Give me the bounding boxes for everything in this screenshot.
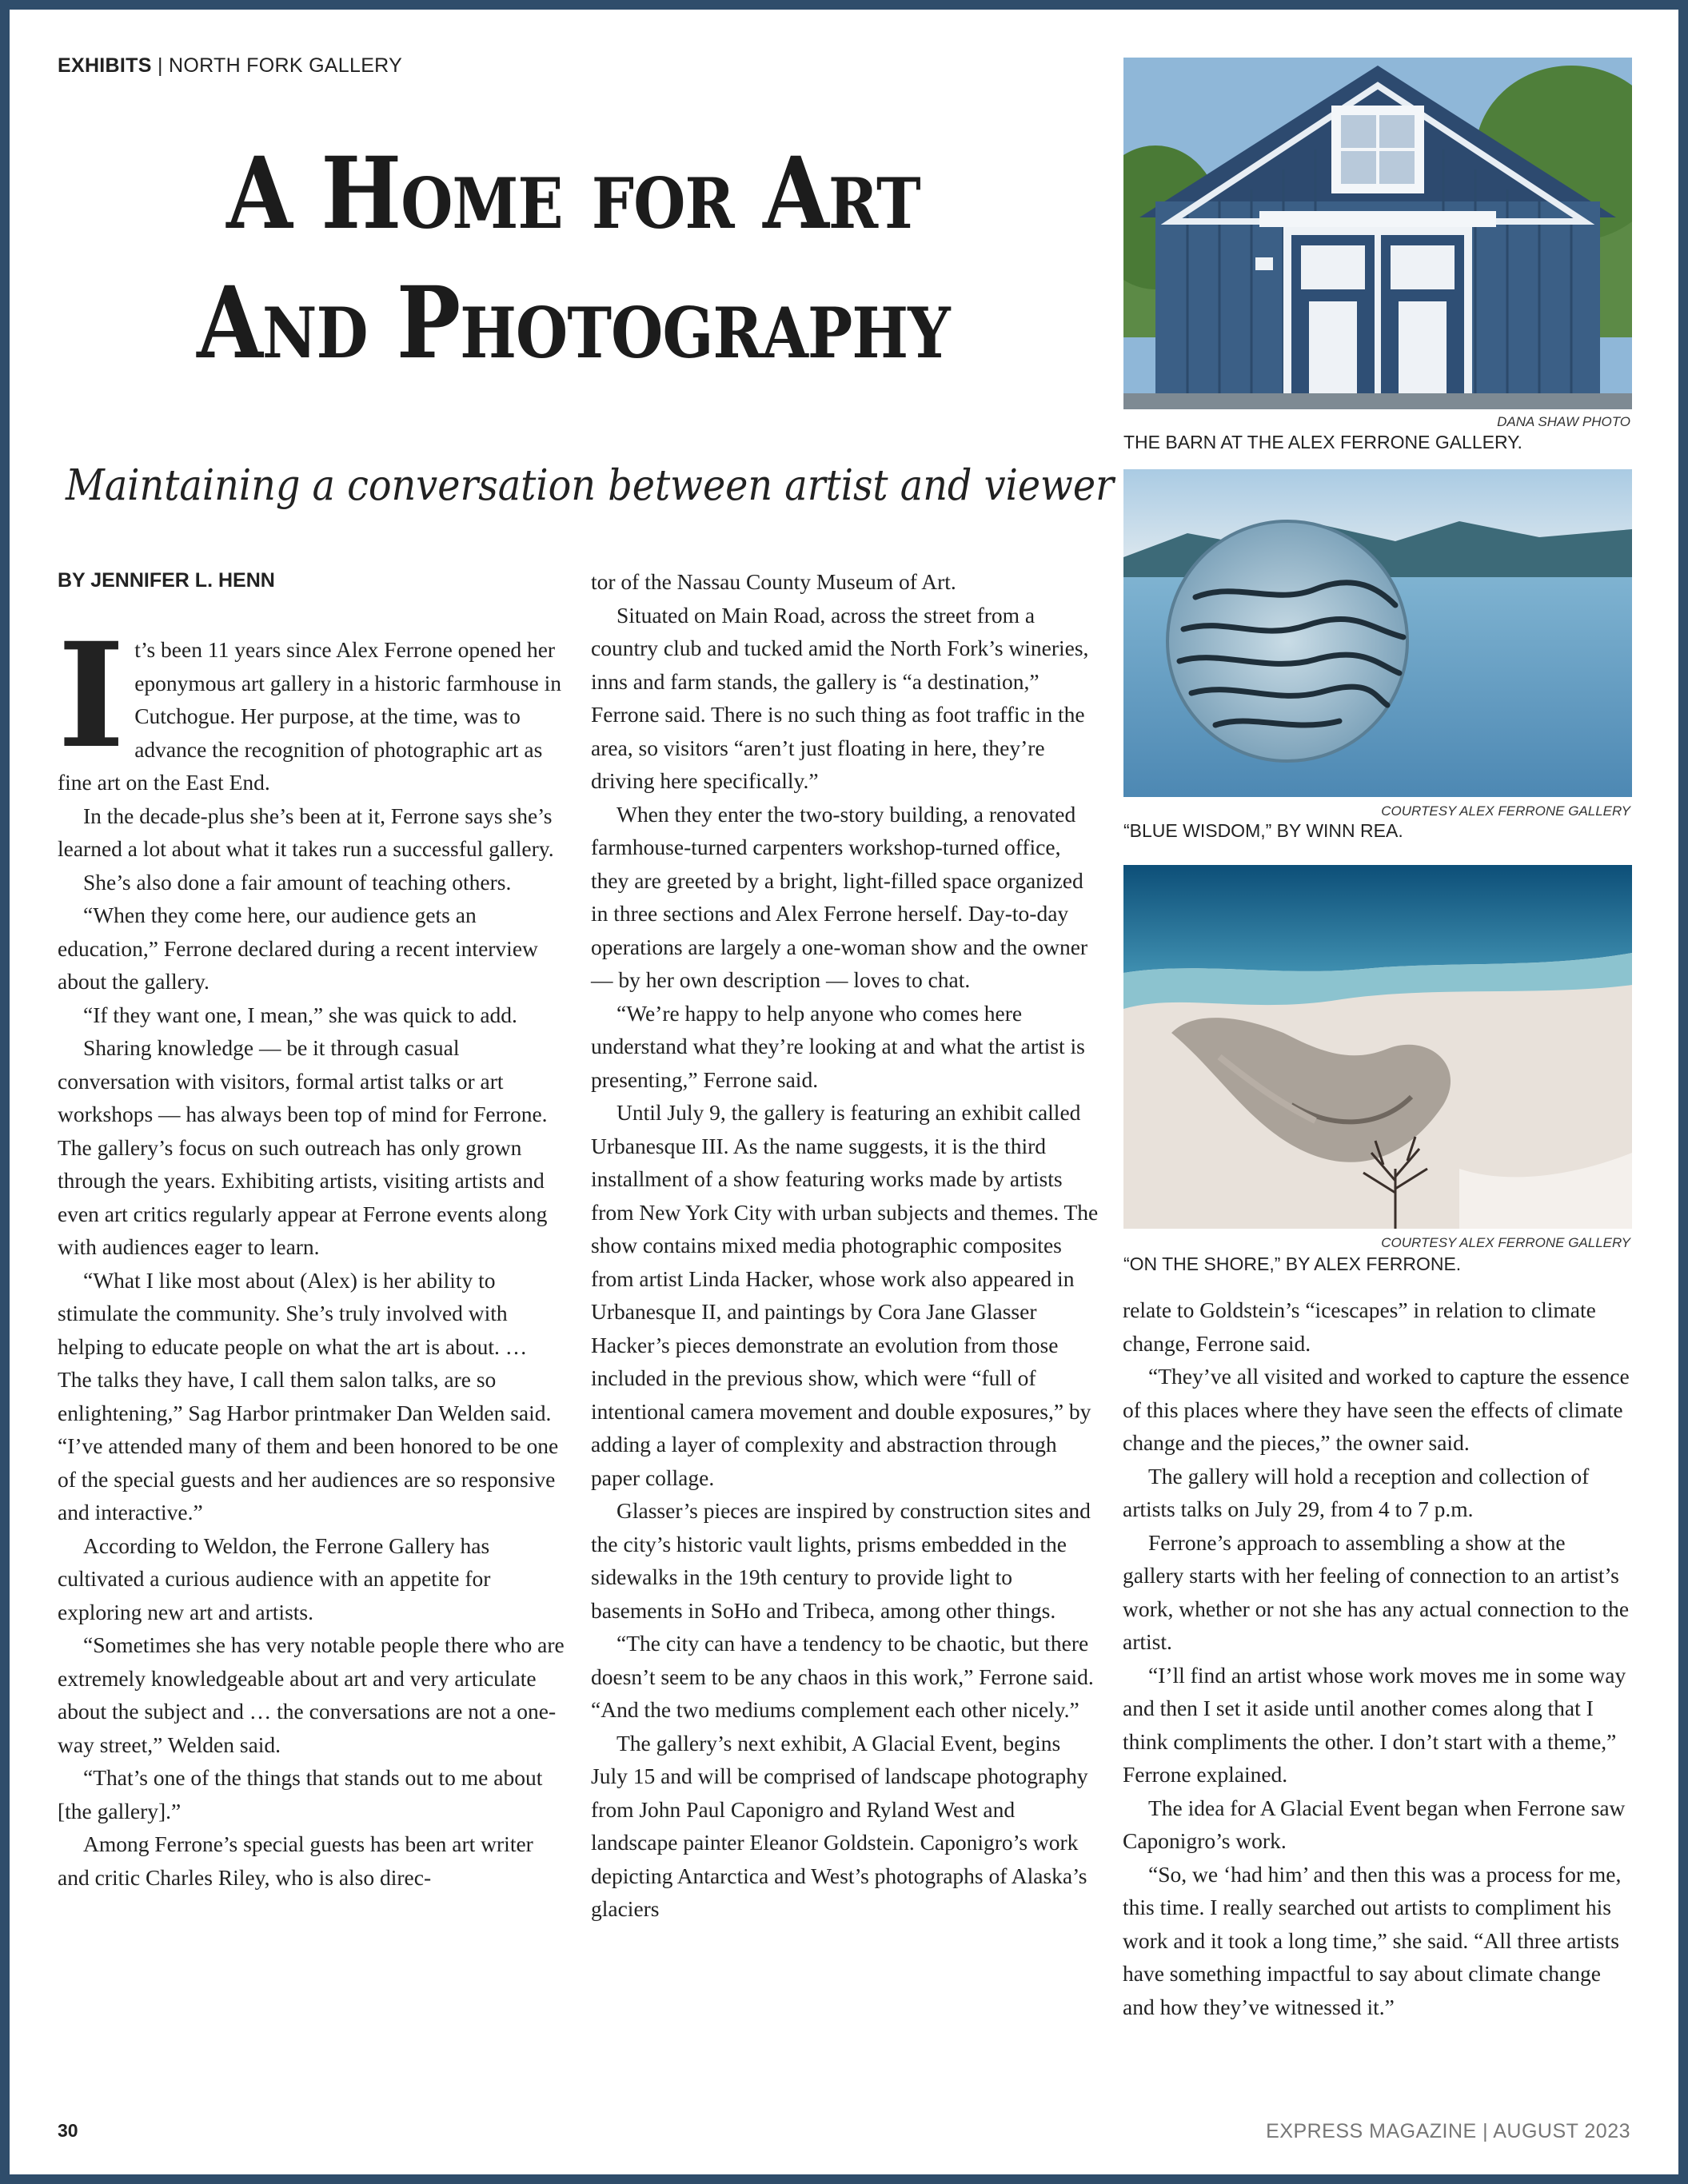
paragraph: t’s been 11 years since Alex Ferrone opened her eponymous art gallery in a historic farmhouse in Cutchogue. Her purpose, at the time, was to advance the recognition of photographic art as fine art on the East End. — [58, 637, 562, 795]
paragraph: The gallery’s next exhibit, A Glacial Event, begins July 15 and will be comprised of landscape photography from John Paul Caponigro and Ryland West and landscape painter Eleanor Goldstein. Caponigro’s work depicting Antarctica and West’s photographs of Alaska’s glaciers — [591, 1730, 1088, 1921]
magazine-footer: EXPRESS MAGAZINE | AUGUST 2023 — [1266, 2120, 1630, 2142]
paragraph: The gallery will hold a reception and collection of artists talks on July 29, from 4 to 7 p.m. — [1123, 1463, 1590, 1521]
photo-on-the-shore — [1123, 865, 1632, 1229]
page-number: 30 — [58, 2120, 78, 2141]
barn-illustration — [1123, 58, 1632, 409]
headline-line-2: And Photography — [197, 265, 950, 381]
drop-cap: I — [58, 612, 126, 780]
paragraph: She’s also done a fair amount of teaching others. — [83, 869, 512, 895]
paragraph: “So, we ‘had him’ and then this was a process for me, this time. I really searched out artists to compliment his work and it took a long time,” she said. “All three artists have something impactful to say about climate change and how they’ve witnessed it.” — [1123, 1861, 1622, 2019]
paragraph: relate to Goldstein’s “icescapes” in relation to climate change, Ferrone said. — [1123, 1297, 1596, 1356]
photo-caption: “BLUE WISDOM,” BY WINN REA. — [1123, 820, 1403, 841]
photo-credit: DANA SHAW PHOTO — [1497, 414, 1630, 429]
paragraph: “I’ll find an artist whose work moves me in some way and then I set it aside until another comes along that I think compliments the other. I don’t start with a theme,” Ferrone explained. — [1123, 1662, 1626, 1787]
section-label: EXHIBITS — [58, 54, 152, 77]
subsection-label: NORTH FORK GALLERY — [169, 54, 403, 77]
article-column-2 — [591, 565, 1099, 1926]
paragraph: “When they come here, our audience gets an education,” Ferrone declared during a recent interview about the gallery. — [58, 903, 538, 994]
section-kicker — [58, 54, 402, 78]
paragraph: “That’s one of the things that stands out to me about [the gallery].” — [58, 1765, 543, 1823]
blue-wisdom-illustration — [1123, 469, 1632, 797]
dek: Maintaining a conversation between artist and viewer — [66, 461, 1114, 510]
paragraph: “The city can have a tendency to be chaotic, but there doesn’t seem to be any chaos in this work,” Ferrone said. “And the two mediums complement each other nicely.” — [591, 1631, 1094, 1722]
paragraph: Situated on Main Road, across the street from a country club and tucked amid the North Fork’s wineries, inns and farm stands, the gallery is “a destination,” Ferrone said. There is no such thing as foot traffic in the area, so visitors “aren’t just floating in here, they’re driving here specifically.” — [591, 602, 1089, 793]
paragraph: The idea for A Glacial Event began when Ferrone saw Caponigro’s work. — [1123, 1795, 1626, 1853]
photo-caption: “ON THE SHORE,” BY ALEX FERRONE. — [1123, 1253, 1462, 1274]
paragraph: tor of the Nassau County Museum of Art. — [591, 569, 956, 594]
paragraph: Among Ferrone’s special guests has been art writer and critic Charles Riley, who is also direc- — [58, 1831, 533, 1890]
magazine-page — [10, 10, 1678, 2174]
on-the-shore-illustration — [1123, 865, 1632, 1229]
paragraph: Glasser’s pieces are inspired by construction sites and the city’s historic vault lights, prisms embedded in the sidewalks in the 19th century to provide light to basements in SoHo and Tribeca, among other things. — [591, 1498, 1091, 1623]
paragraph: Ferrone’s approach to assembling a show at the gallery starts with her feeling of connection to an artist’s work, whether or not she has any actual connection to the artist. — [1123, 1529, 1630, 1654]
photo-blue-wisdom — [1123, 469, 1632, 797]
byline: BY JENNIFER L. HENN — [58, 569, 275, 592]
photo-caption: THE BARN AT THE ALEX FERRONE GALLERY. — [1123, 432, 1522, 452]
paragraph: Sharing knowledge — be it through casual conversation with visitors, formal artist talks or art workshops — has always been top of mind for Ferrone. The gallery’s focus on such outreach has only grown through the years. Exhibiting artists, visiting artists and even art critics regularly appear at Ferrone events along with audiences eager to learn. — [58, 1035, 548, 1259]
paragraph: Until July 9, the gallery is featuring an exhibit called Urbanesque III. As the name suggests, it is the third installment of a show featuring works made by artists from New York City with urban subjects and themes. The show contains mixed media photographic composites from artist Linda Hacker, whose work also appeared in Urbanesque II, and paintings by Cora Jane Glasser Hacker’s pieces demonstrate an evolution from those included in the previous show, which were “full of intentional camera movement and double exposures,” by adding a layer of complexity and abstraction through paper collage. — [591, 1100, 1099, 1490]
paragraph: In the decade-plus she’s been at it, Ferrone says she’s learned a lot about what it takes run a successful gallery. — [58, 803, 554, 861]
article-column-1 — [58, 612, 566, 1894]
paragraph: “Sometimes she has very notable people there who are extremely knowledgeable about art and very articulate about the subject and … the conversations are not a one-way street,” Welden said. — [58, 1632, 565, 1757]
paragraph: According to Weldon, the Ferrone Gallery has cultivated a curious audience with an appetite for exploring new art and artists. — [58, 1532, 491, 1624]
article-column-3 — [1123, 1293, 1631, 2023]
headline-line-1: A Home for Art — [226, 136, 920, 252]
paragraph: “If they want one, I mean,” she was quick to add. — [83, 1002, 517, 1027]
paragraph: “What I like most about (Alex) is her ability to stimulate the community. She’s truly involved with helping to educate people on what the art is about. … The talks they have, I call them salon talks, are so enlightening,” Sag Harbor printmaker Dan Welden said. “I’ve attended many of them and been honored to be one of the special guests and her audiences are so responsive and interactive.” — [58, 1267, 559, 1524]
kicker-separator: | — [151, 54, 169, 77]
paragraph: “We’re happy to help anyone who comes here understand what they’re looking at and what the artist is presenting,” Ferrone said. — [591, 1000, 1085, 1092]
paragraph: When they enter the two-story building, a renovated farmhouse-turned carpenters workshop-turned office, they are greeted by a bright, light-filled space organized in three sections and Alex Ferrone herself. Day-to-day operations are largely a one-woman show and the owner — by her own description — loves to chat. — [591, 801, 1088, 992]
photo-credit: COURTESY ALEX FERRONE GALLERY — [1381, 803, 1630, 819]
headline — [116, 130, 1031, 389]
photo-credit: COURTESY ALEX FERRONE GALLERY — [1381, 1235, 1630, 1250]
photo-barn — [1123, 58, 1632, 409]
paragraph: “They’ve all visited and worked to capture the essence of this places where they have seen the effects of climate change and the pieces,” the owner said. — [1123, 1364, 1630, 1455]
